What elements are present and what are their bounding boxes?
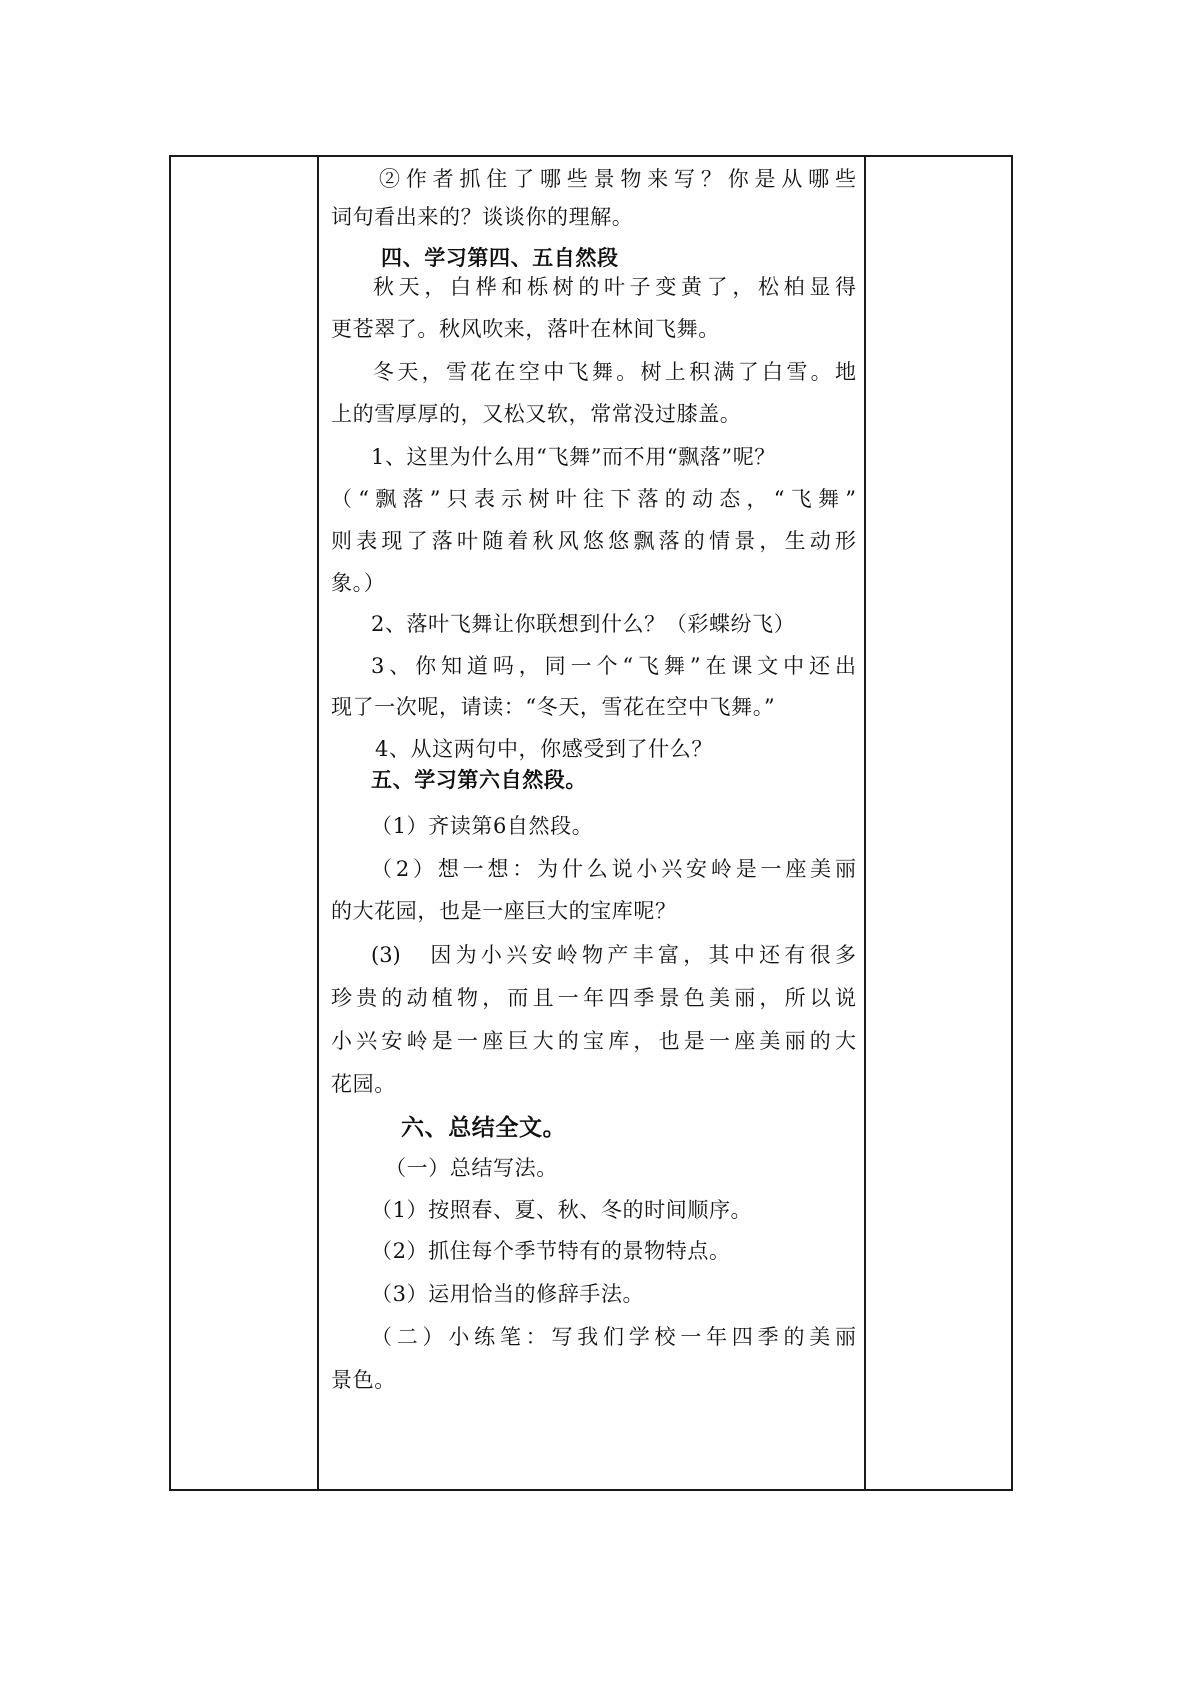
question-3: 3、你知道吗，同一个“飞舞”在课文中还出: [371, 654, 856, 678]
text-line: 则表现了落叶随着秋风悠悠飘落的情景，生动形: [331, 529, 856, 553]
text-line: 象。）: [331, 571, 386, 595]
step-2: （2）想一想：为什么说小兴安岭是一座美丽: [371, 857, 856, 881]
text-line: 冬天，雪花在空中飞舞。树上积满了白雪。地: [373, 360, 856, 384]
text-line: （“飘落”只表示树叶往下落的动态，“飞舞”: [331, 487, 856, 511]
text-line: 上的雪厚厚的，又松又软，常常没过膝盖。: [331, 402, 742, 426]
lesson-table: [169, 155, 1013, 1491]
text-line: 词句看出来的？谈谈你的理解。: [331, 205, 634, 229]
method-1: （1）按照春、夏、秋、冬的时间顺序。: [371, 1198, 753, 1222]
method-2: （2）抓住每个季节特有的景物特点。: [371, 1239, 731, 1263]
text-line: 小兴安岭是一座巨大的宝库，也是一座美丽的大: [331, 1029, 856, 1053]
text-line: 更苍翠了。秋风吹来，落叶在林间飞舞。: [331, 317, 720, 341]
text-line: 景色。: [331, 1368, 396, 1392]
summary-part-1: （一）总结写法。: [385, 1156, 558, 1180]
summary-part-2: （二）小练笔：写我们学校一年四季的美丽: [371, 1325, 856, 1349]
section-heading-4: 四、学习第四、五自然段: [381, 245, 619, 270]
question-1: 1、这里为什么用“飞舞”而不用“飘落”呢？: [371, 445, 776, 469]
text-line: 花园。: [331, 1072, 396, 1096]
step-1: （1）齐读第6自然段。: [371, 814, 594, 838]
text-line: 现了一次呢，请读：“冬天，雪花在空中飞舞。”: [331, 695, 776, 719]
text-line: 的大花园，也是一座巨大的宝库呢？: [331, 899, 677, 923]
question-4: 4、从这两句中，你感受到了什么？: [375, 737, 713, 761]
step-3: (3) 因为小兴安岭物产丰富，其中还有很多: [371, 943, 856, 967]
text-line: 秋天，白桦和栎树的叶子变黄了，松柏显得: [373, 275, 856, 299]
text-line: ②作者抓住了哪些景物来写？你是从哪些: [379, 167, 856, 191]
section-heading-5: 五、学习第六自然段。: [371, 767, 587, 792]
column-divider-left: [317, 157, 319, 1489]
section-heading-6: 六、总结全文。: [401, 1114, 567, 1141]
question-2: 2、落叶飞舞让你联想到什么？（彩蝶纷飞）: [371, 612, 796, 636]
text-line: 珍贵的动植物，而且一年四季景色美丽，所以说: [331, 986, 856, 1010]
method-3: （3）运用恰当的修辞手法。: [371, 1282, 645, 1306]
